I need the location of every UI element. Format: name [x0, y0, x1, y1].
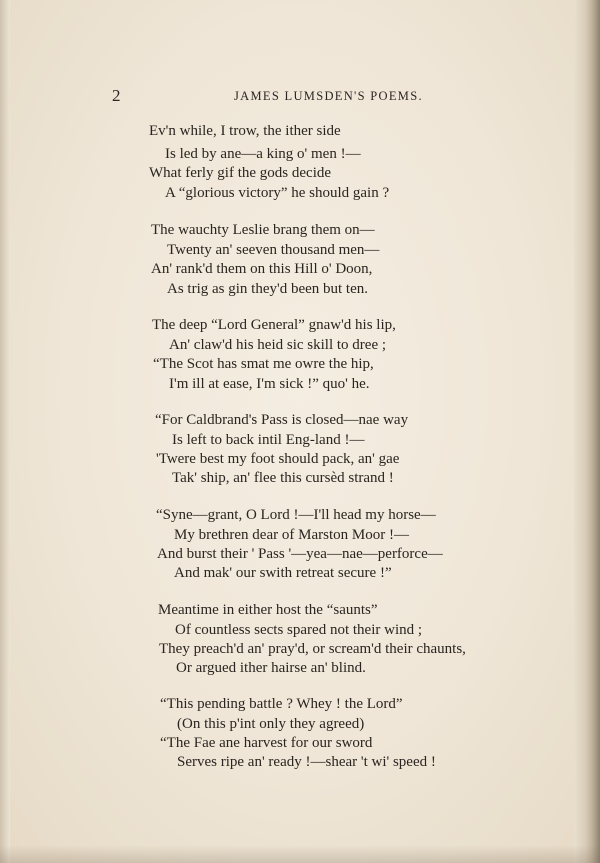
verse-line: A “glorious victory” he should gain ?: [165, 185, 390, 201]
verse-line: 'Twere best my foot should pack, an' gae: [156, 451, 400, 467]
verse-line: The deep “Lord General” gnaw'd his lip,: [152, 317, 396, 333]
verse-line: Or argued ither hairse an' blind.: [176, 660, 366, 676]
verse-line: Ev'n while, I trow, the ither side: [149, 123, 341, 139]
verse-line: As trig as gin they'd been but ten.: [167, 281, 368, 297]
verse-line: Twenty an' seeven thousand men—: [167, 242, 380, 258]
page-edge-shadow: [574, 0, 600, 863]
verse-line: “The Scot has smat me owre the hip,: [153, 356, 374, 372]
bottom-edge-shadow: [0, 845, 600, 863]
verse-line: The wauchty Leslie brang them on—: [151, 222, 375, 238]
running-head: JAMES LUMSDEN'S POEMS.: [234, 89, 423, 103]
verse-line: “This pending battle ? Whey ! the Lord”: [160, 696, 403, 712]
verse-line: What ferly gif the gods decide: [149, 165, 332, 181]
page-number: 2: [112, 86, 121, 105]
verse-line: Serves ripe an' ready !—shear 't wi' speed !: [177, 754, 436, 770]
verse-line: My brethren dear of Marston Moor !—: [174, 527, 409, 543]
verse-line: “For Caldbrand's Pass is closed—nae way: [155, 412, 409, 428]
verse-line: And mak' our swith retreat secure !”: [174, 565, 392, 581]
verse-line: And burst their ' Pass '—yea—nae—perforce—: [157, 546, 443, 562]
gutter-shadow: [0, 0, 10, 863]
verse-line: Tak' ship, an' flee this cursèd strand !: [172, 470, 394, 486]
verse-line: Of countless sects spared not their wind ;: [175, 622, 423, 638]
verse-line: An' rank'd them on this Hill o' Doon,: [151, 261, 373, 277]
verse-line: Is left to back intil Eng-land !—: [172, 432, 365, 448]
verse-line: Meantime in either host the “saunts”: [158, 602, 378, 618]
verse-line: I'm ill at ease, I'm sick !” quo' he.: [169, 376, 370, 392]
verse-line: Is led by ane—a king o' men !—: [165, 146, 361, 162]
verse-line: An' claw'd his heid sic skill to dree ;: [169, 337, 387, 353]
verse-line: “Syne—grant, O Lord !—I'll head my horse—: [156, 507, 436, 523]
verse-line: “The Fae ane harvest for our sword: [160, 735, 373, 751]
verse-line: (On this p'int only they agreed): [177, 716, 365, 732]
verse-line: They preach'd an' pray'd, or scream'd their chaunts,: [159, 641, 466, 657]
